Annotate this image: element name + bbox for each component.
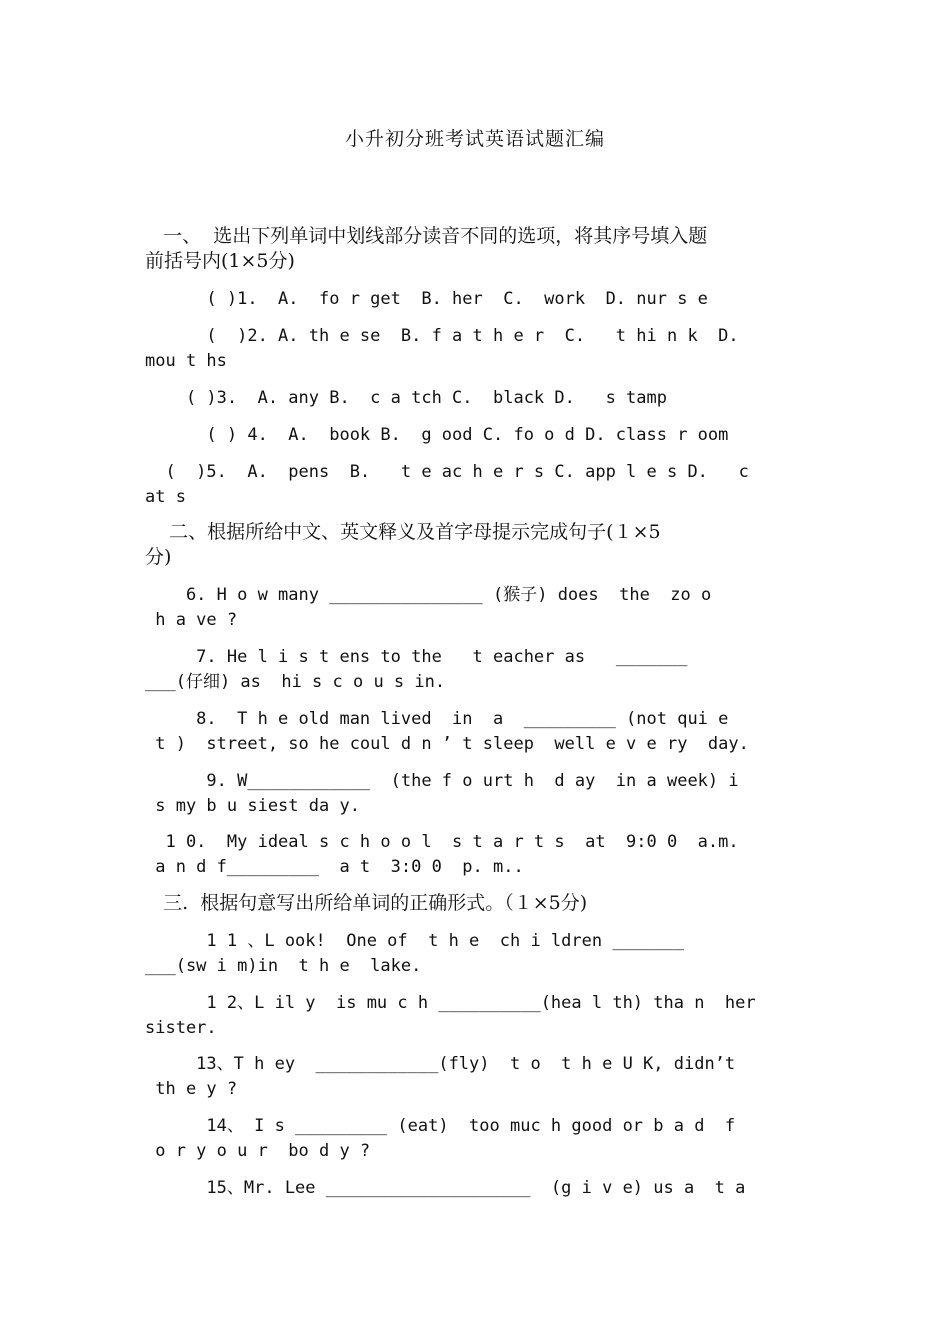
section-2-heading-line-2: 分) bbox=[145, 546, 172, 568]
question-2-line-2: mou t hs bbox=[145, 351, 227, 371]
section-1-heading-line-1: 一、 选出下列单词中划线部分读音不同的选项，将其序号填入题 bbox=[145, 225, 708, 247]
question-3: ( )3. A. any B. c a tch C. black D. s tamp bbox=[145, 388, 667, 408]
question-14-line-2: o r y o u r bo d y ? bbox=[145, 1141, 371, 1161]
page-title: 小升初分班考试英语试题汇编 bbox=[344, 128, 605, 150]
question-4: ( ) 4. A. book B. g ood C. fo o d D. class r oom bbox=[145, 425, 729, 445]
question-6-line-1: 6. H o w many _______________ (猴子) does the zo o bbox=[145, 585, 712, 605]
question-8-line-1: 8. T h e old man lived in a _________ (not qui e bbox=[145, 709, 729, 729]
question-10-line-2: a n d f_________ a t 3:0 0 p. m.. bbox=[145, 857, 524, 877]
question-15-line-1: 15、Mr. Lee ____________________ (g i v e) us a t a bbox=[145, 1178, 746, 1198]
question-13-line-1: 13、T h ey ____________(fly) t o t h e U K, didn’t bbox=[145, 1054, 736, 1074]
question-11-line-1: 1 1 、L ook! One of t h e ch i ldren _______ bbox=[145, 931, 684, 951]
question-10-line-1: 1 0. My ideal s c h o o l s t a r t s at 9:0 0 a.m. bbox=[145, 832, 739, 852]
question-9-line-1: 9. W____________ (the f o urt h d ay in a week) i bbox=[145, 771, 739, 791]
question-11-line-2: ___(sw i m)in t h e lake. bbox=[145, 956, 422, 976]
question-9-line-2: s my b u siest da y. bbox=[145, 796, 360, 816]
question-6-line-2: h a ve ? bbox=[145, 610, 238, 630]
question-12-line-1: 1 2、L il y is mu c h __________(hea l th) tha n her bbox=[145, 993, 756, 1013]
question-14-line-1: 14、 I s _________ (eat) too muc h good or b a d f bbox=[145, 1116, 736, 1136]
section-1-heading-line-2: 前括号内(1×5分) bbox=[145, 250, 295, 272]
question-7-line-1: 7. He l i s t ens to the t eacher as _______ bbox=[145, 647, 688, 667]
question-1: ( )1. A. fo r get B. her C. work D. nur s e bbox=[145, 289, 708, 309]
question-5-line-1: ( )5. A. pens B. t e ac h e r s C. app l e s D. c bbox=[145, 462, 749, 482]
section-2-heading-line-1: 二、根据所给中文、英文释义及首字母提示完成句子(１×5 bbox=[145, 521, 661, 543]
question-8-line-2: t ) street, so he coul d n ’ t sleep well e v e ry day. bbox=[145, 734, 749, 754]
question-5-line-2: at s bbox=[145, 487, 186, 507]
question-2-line-1: ( )2. A. th e se B. f a t h e r C. t hi n k D. bbox=[145, 326, 739, 346]
question-7-line-2: ___(仔细) as hi s c o u s in. bbox=[145, 672, 446, 692]
question-12-line-2: sister. bbox=[145, 1018, 217, 1038]
question-13-line-2: th e y ? bbox=[145, 1079, 238, 1099]
section-3-heading: 三. 根据句意写出所给单词的正确形式。（１×5分) bbox=[145, 892, 588, 914]
